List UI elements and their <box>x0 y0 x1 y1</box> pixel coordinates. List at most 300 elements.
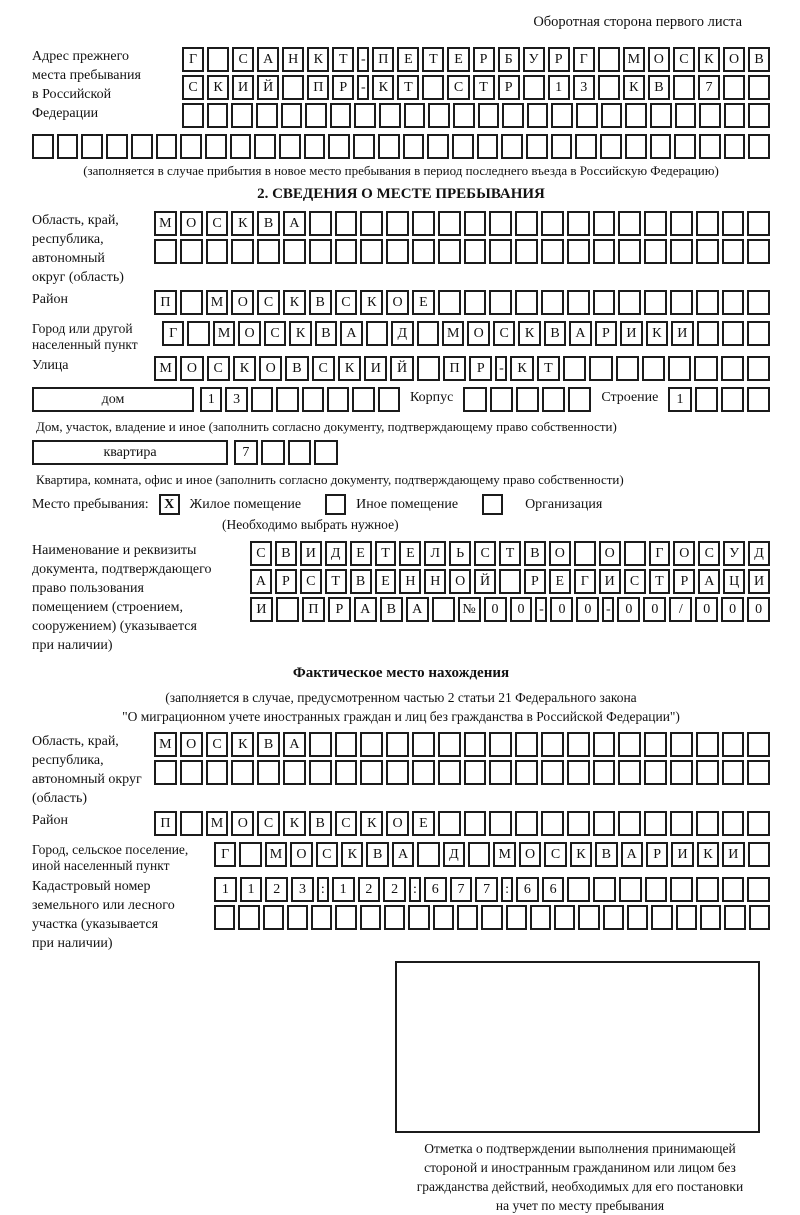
char-cell-empty[interactable] <box>154 239 177 264</box>
char-cell-filled[interactable]: П <box>443 356 466 381</box>
char-cell-empty[interactable] <box>276 597 299 622</box>
char-cell-filled[interactable]: 1 <box>548 75 570 100</box>
char-cell-filled[interactable]: И <box>232 75 254 100</box>
char-cell-empty[interactable] <box>468 842 490 867</box>
char-cell-empty[interactable] <box>515 239 538 264</box>
char-cell-empty[interactable] <box>515 760 538 785</box>
char-cell-empty[interactable] <box>180 134 202 159</box>
char-cell-filled[interactable]: В <box>366 842 388 867</box>
char-cell-filled[interactable]: П <box>154 811 177 836</box>
char-cell-empty[interactable] <box>601 103 623 128</box>
char-cell-filled[interactable]: О <box>386 290 409 315</box>
char-cell-empty[interactable] <box>360 211 383 236</box>
char-cell-empty[interactable] <box>624 541 646 566</box>
char-cell-empty[interactable] <box>384 905 405 930</box>
char-cell-filled[interactable]: А <box>621 842 643 867</box>
char-cell-filled[interactable]: Г <box>649 541 671 566</box>
char-cell-empty[interactable] <box>305 103 327 128</box>
char-cell-filled[interactable]: 2 <box>383 877 406 902</box>
char-cell-empty[interactable] <box>644 290 667 315</box>
char-cell-empty[interactable] <box>182 103 204 128</box>
char-cell-empty[interactable] <box>335 760 358 785</box>
char-cell-empty[interactable] <box>276 387 298 412</box>
char-cell-empty[interactable] <box>386 211 409 236</box>
char-cell-filled[interactable]: С <box>335 290 358 315</box>
char-cell-empty[interactable] <box>696 877 719 902</box>
char-cell-filled[interactable]: : <box>317 877 329 902</box>
char-cell-filled[interactable]: С <box>300 569 322 594</box>
char-cell-empty[interactable] <box>598 47 620 72</box>
char-cell-filled[interactable]: 2 <box>265 877 288 902</box>
char-cell-filled[interactable]: К <box>697 842 719 867</box>
char-cell-filled[interactable]: 0 <box>550 597 573 622</box>
char-cell-empty[interactable] <box>309 211 332 236</box>
char-cell-empty[interactable] <box>309 732 332 757</box>
char-cell-empty[interactable] <box>433 905 454 930</box>
char-cell-filled[interactable]: Т <box>375 541 397 566</box>
char-cell-empty[interactable] <box>408 905 429 930</box>
char-cell-empty[interactable] <box>625 134 647 159</box>
char-cell-filled[interactable]: В <box>544 321 566 346</box>
char-cell-filled[interactable]: К <box>231 211 254 236</box>
char-cell-empty[interactable] <box>302 387 324 412</box>
char-cell-filled[interactable]: К <box>207 75 229 100</box>
char-cell-filled[interactable]: Р <box>548 47 570 72</box>
char-cell-empty[interactable] <box>747 811 770 836</box>
char-cell-empty[interactable] <box>499 569 521 594</box>
char-cell-filled[interactable]: В <box>285 356 308 381</box>
char-cell-filled[interactable]: - <box>495 356 507 381</box>
char-cell-empty[interactable] <box>283 760 306 785</box>
char-cell-filled[interactable]: И <box>722 842 744 867</box>
char-cell-empty[interactable] <box>593 760 616 785</box>
char-cell-empty[interactable] <box>379 103 401 128</box>
char-cell-filled[interactable]: А <box>392 842 414 867</box>
char-cell-filled[interactable]: Т <box>397 75 419 100</box>
char-cell-filled[interactable]: С <box>493 321 515 346</box>
char-cell-empty[interactable] <box>478 103 500 128</box>
char-cell-filled[interactable]: А <box>283 211 306 236</box>
char-cell-empty[interactable] <box>670 811 693 836</box>
char-cell-filled[interactable]: Р <box>328 597 351 622</box>
char-cell-filled[interactable]: К <box>518 321 540 346</box>
char-cell-filled[interactable]: Т <box>499 541 521 566</box>
char-cell-filled[interactable]: К <box>623 75 645 100</box>
char-cell-empty[interactable] <box>721 356 744 381</box>
char-cell-filled[interactable]: О <box>723 47 745 72</box>
char-cell-empty[interactable] <box>723 75 745 100</box>
char-cell-filled[interactable]: 7 <box>450 877 473 902</box>
char-cell-empty[interactable] <box>386 239 409 264</box>
char-cell-empty[interactable] <box>464 811 487 836</box>
char-cell-empty[interactable] <box>417 842 439 867</box>
char-cell-empty[interactable] <box>721 387 744 412</box>
char-cell-filled[interactable]: Н <box>424 569 446 594</box>
char-cell-filled[interactable]: У <box>723 541 745 566</box>
char-cell-filled[interactable]: Е <box>412 290 435 315</box>
char-cell-filled[interactable]: М <box>265 842 287 867</box>
char-cell-empty[interactable] <box>747 211 770 236</box>
char-cell-empty[interactable] <box>574 541 596 566</box>
char-cell-empty[interactable] <box>567 811 590 836</box>
char-cell-empty[interactable] <box>501 134 523 159</box>
char-cell-filled[interactable]: Е <box>549 569 571 594</box>
char-cell-filled[interactable]: - <box>602 597 614 622</box>
char-cell-empty[interactable] <box>360 760 383 785</box>
char-cell-filled[interactable]: М <box>154 356 177 381</box>
char-cell-filled[interactable]: Е <box>350 541 372 566</box>
char-cell-empty[interactable] <box>625 103 647 128</box>
char-cell-empty[interactable] <box>57 134 79 159</box>
char-cell-empty[interactable] <box>673 75 695 100</box>
char-cell-filled[interactable]: С <box>206 211 229 236</box>
char-cell-filled[interactable]: П <box>307 75 329 100</box>
char-cell-empty[interactable] <box>282 75 304 100</box>
char-cell-filled[interactable]: К <box>283 811 306 836</box>
char-cell-filled[interactable]: К <box>233 356 256 381</box>
char-cell-filled[interactable]: № <box>458 597 481 622</box>
char-cell-filled[interactable]: Т <box>332 47 354 72</box>
char-cell-filled[interactable]: Г <box>574 569 596 594</box>
char-cell-empty[interactable] <box>541 732 564 757</box>
char-cell-empty[interactable] <box>644 732 667 757</box>
char-cell-empty[interactable] <box>515 732 538 757</box>
char-cell-empty[interactable] <box>722 811 745 836</box>
char-cell-filled[interactable]: М <box>623 47 645 72</box>
char-cell-filled[interactable]: А <box>257 47 279 72</box>
char-cell-empty[interactable] <box>427 134 449 159</box>
char-cell-empty[interactable] <box>644 760 667 785</box>
char-cell-empty[interactable] <box>593 877 616 902</box>
char-cell-empty[interactable] <box>747 321 769 346</box>
char-cell-empty[interactable] <box>674 134 696 159</box>
char-cell-filled[interactable]: 6 <box>542 877 565 902</box>
char-cell-empty[interactable] <box>642 356 665 381</box>
char-cell-filled[interactable]: К <box>338 356 361 381</box>
char-cell-filled[interactable]: А <box>340 321 362 346</box>
char-cell-empty[interactable] <box>261 440 285 465</box>
char-cell-empty[interactable] <box>378 134 400 159</box>
char-cell-empty[interactable] <box>567 760 590 785</box>
char-cell-empty[interactable] <box>593 239 616 264</box>
char-cell-filled[interactable]: В <box>315 321 337 346</box>
char-cell-filled[interactable]: Ь <box>449 541 471 566</box>
char-cell-filled[interactable]: Д <box>391 321 413 346</box>
char-cell-filled[interactable]: И <box>250 597 273 622</box>
char-cell-empty[interactable] <box>403 134 425 159</box>
char-cell-empty[interactable] <box>670 211 693 236</box>
char-cell-filled[interactable]: Г <box>573 47 595 72</box>
char-cell-empty[interactable] <box>603 905 624 930</box>
char-cell-empty[interactable] <box>618 760 641 785</box>
char-cell-empty[interactable] <box>527 103 549 128</box>
char-cell-filled[interactable]: К <box>646 321 668 346</box>
char-cell-empty[interactable] <box>287 905 308 930</box>
char-cell-filled[interactable]: Т <box>422 47 444 72</box>
char-cell-empty[interactable] <box>748 842 770 867</box>
char-cell-empty[interactable] <box>309 760 332 785</box>
char-cell-empty[interactable] <box>180 760 203 785</box>
char-cell-filled[interactable]: Е <box>447 47 469 72</box>
char-cell-filled[interactable]: М <box>442 321 464 346</box>
char-cell-empty[interactable] <box>670 290 693 315</box>
char-cell-empty[interactable] <box>747 239 770 264</box>
char-cell-filled[interactable]: М <box>213 321 235 346</box>
char-cell-filled[interactable]: В <box>257 211 280 236</box>
char-cell-empty[interactable] <box>567 877 590 902</box>
char-cell-filled[interactable]: 3 <box>573 75 595 100</box>
char-cell-filled[interactable]: 6 <box>424 877 447 902</box>
char-cell-empty[interactable] <box>404 103 426 128</box>
char-cell-empty[interactable] <box>567 290 590 315</box>
char-cell-empty[interactable] <box>206 760 229 785</box>
char-cell-empty[interactable] <box>489 211 512 236</box>
char-cell-filled[interactable]: О <box>549 541 571 566</box>
char-cell-filled[interactable]: Д <box>748 541 770 566</box>
char-cell-empty[interactable] <box>618 732 641 757</box>
char-cell-empty[interactable] <box>530 905 551 930</box>
char-cell-empty[interactable] <box>722 239 745 264</box>
char-cell-empty[interactable] <box>568 387 591 412</box>
char-cell-empty[interactable] <box>335 905 356 930</box>
char-cell-empty[interactable] <box>251 387 273 412</box>
char-cell-filled[interactable]: К <box>283 290 306 315</box>
char-cell-empty[interactable] <box>748 75 770 100</box>
char-cell-empty[interactable] <box>747 732 770 757</box>
char-cell-filled[interactable]: К <box>360 290 383 315</box>
char-cell-empty[interactable] <box>412 239 435 264</box>
char-cell-empty[interactable] <box>554 905 575 930</box>
char-cell-filled[interactable]: Р <box>473 47 495 72</box>
char-cell-empty[interactable] <box>386 760 409 785</box>
char-cell-filled[interactable]: О <box>231 811 254 836</box>
char-cell-empty[interactable] <box>722 760 745 785</box>
char-cell-empty[interactable] <box>747 290 770 315</box>
char-cell-filled[interactable]: Ц <box>723 569 745 594</box>
char-cell-filled[interactable]: С <box>264 321 286 346</box>
char-cell-empty[interactable] <box>651 905 672 930</box>
char-cell-empty[interactable] <box>563 356 586 381</box>
char-cell-empty[interactable] <box>722 211 745 236</box>
char-cell-empty[interactable] <box>438 211 461 236</box>
char-cell-empty[interactable] <box>567 732 590 757</box>
char-cell-empty[interactable] <box>257 239 280 264</box>
char-cell-filled[interactable]: С <box>316 842 338 867</box>
char-cell-empty[interactable] <box>747 356 770 381</box>
char-cell-empty[interactable] <box>541 811 564 836</box>
char-cell-filled[interactable]: 0 <box>721 597 744 622</box>
char-cell-filled[interactable]: Й <box>474 569 496 594</box>
char-cell-empty[interactable] <box>700 905 721 930</box>
char-cell-filled[interactable]: 0 <box>617 597 640 622</box>
char-cell-filled[interactable]: С <box>698 541 720 566</box>
char-cell-filled[interactable]: В <box>309 811 332 836</box>
char-cell-filled[interactable]: В <box>648 75 670 100</box>
char-cell-empty[interactable] <box>489 732 512 757</box>
char-cell-filled[interactable]: 1 <box>214 877 237 902</box>
char-cell-filled[interactable]: К <box>307 47 329 72</box>
char-cell-filled[interactable]: К <box>570 842 592 867</box>
char-cell-empty[interactable] <box>724 134 746 159</box>
char-cell-empty[interactable] <box>438 760 461 785</box>
char-cell-empty[interactable] <box>438 290 461 315</box>
char-cell-empty[interactable] <box>489 239 512 264</box>
char-cell-filled[interactable]: 1 <box>332 877 355 902</box>
char-cell-filled[interactable]: С <box>257 811 280 836</box>
char-cell-filled[interactable]: Е <box>412 811 435 836</box>
char-cell-empty[interactable] <box>366 321 388 346</box>
char-cell-filled[interactable]: Р <box>275 569 297 594</box>
char-cell-empty[interactable] <box>131 134 153 159</box>
char-cell-empty[interactable] <box>464 211 487 236</box>
char-cell-filled[interactable]: Т <box>537 356 560 381</box>
char-cell-filled[interactable]: Р <box>673 569 695 594</box>
char-cell-filled[interactable]: - <box>535 597 547 622</box>
char-cell-empty[interactable] <box>618 239 641 264</box>
char-cell-empty[interactable] <box>593 290 616 315</box>
char-cell-empty[interactable] <box>457 905 478 930</box>
char-cell-filled[interactable]: С <box>624 569 646 594</box>
char-cell-empty[interactable] <box>281 103 303 128</box>
char-cell-filled[interactable]: Й <box>390 356 413 381</box>
char-cell-empty[interactable] <box>327 387 349 412</box>
char-cell-empty[interactable] <box>515 290 538 315</box>
char-cell-empty[interactable] <box>645 877 668 902</box>
char-cell-empty[interactable] <box>722 290 745 315</box>
char-cell-filled[interactable]: О <box>180 356 203 381</box>
char-cell-empty[interactable] <box>694 356 717 381</box>
char-cell-empty[interactable] <box>432 597 455 622</box>
char-cell-empty[interactable] <box>464 239 487 264</box>
char-cell-filled[interactable]: Б <box>498 47 520 72</box>
char-cell-filled[interactable]: 1 <box>240 877 263 902</box>
char-cell-empty[interactable] <box>699 134 721 159</box>
char-cell-empty[interactable] <box>650 134 672 159</box>
char-cell-filled[interactable]: С <box>207 356 230 381</box>
char-cell-empty[interactable] <box>747 387 770 412</box>
char-cell-empty[interactable] <box>335 732 358 757</box>
char-cell-filled[interactable]: К <box>698 47 720 72</box>
char-cell-filled[interactable]: В <box>748 47 770 72</box>
char-cell-filled[interactable]: 7 <box>698 75 720 100</box>
char-cell-filled[interactable]: 7 <box>234 440 258 465</box>
char-cell-empty[interactable] <box>412 211 435 236</box>
char-cell-filled[interactable]: М <box>206 290 229 315</box>
char-cell-empty[interactable] <box>696 811 719 836</box>
char-cell-empty[interactable] <box>477 134 499 159</box>
char-cell-empty[interactable] <box>598 75 620 100</box>
char-cell-empty[interactable] <box>417 321 439 346</box>
char-cell-empty[interactable] <box>422 75 444 100</box>
char-cell-empty[interactable] <box>668 356 691 381</box>
char-cell-filled[interactable]: Т <box>325 569 347 594</box>
char-cell-empty[interactable] <box>696 211 719 236</box>
char-cell-filled[interactable]: Г <box>162 321 184 346</box>
char-cell-filled[interactable]: С <box>312 356 335 381</box>
char-cell-filled[interactable]: С <box>206 732 229 757</box>
char-cell-empty[interactable] <box>464 760 487 785</box>
char-cell-filled[interactable]: Л <box>424 541 446 566</box>
char-cell-filled[interactable]: М <box>154 732 177 757</box>
char-cell-filled[interactable]: А <box>406 597 429 622</box>
char-cell-empty[interactable] <box>231 760 254 785</box>
char-cell-filled[interactable]: Т <box>473 75 495 100</box>
char-cell-filled[interactable]: А <box>250 569 272 594</box>
char-cell-filled[interactable]: У <box>523 47 545 72</box>
char-cell-empty[interactable] <box>239 842 261 867</box>
char-cell-empty[interactable] <box>257 760 280 785</box>
char-cell-filled[interactable]: М <box>154 211 177 236</box>
char-cell-filled[interactable]: М <box>493 842 515 867</box>
char-cell-empty[interactable] <box>417 356 440 381</box>
char-cell-empty[interactable] <box>526 134 548 159</box>
char-cell-filled[interactable]: 0 <box>510 597 533 622</box>
char-cell-empty[interactable] <box>542 387 565 412</box>
char-cell-filled[interactable]: С <box>474 541 496 566</box>
char-cell-filled[interactable]: 1 <box>668 387 691 412</box>
char-cell-filled[interactable]: : <box>501 877 513 902</box>
char-cell-empty[interactable] <box>676 905 697 930</box>
char-cell-empty[interactable] <box>618 811 641 836</box>
char-cell-empty[interactable] <box>438 811 461 836</box>
char-cell-filled[interactable]: С <box>182 75 204 100</box>
char-cell-filled[interactable]: С <box>544 842 566 867</box>
char-cell-filled[interactable]: О <box>673 541 695 566</box>
char-cell-empty[interactable] <box>231 239 254 264</box>
char-cell-empty[interactable] <box>722 732 745 757</box>
char-cell-filled[interactable]: О <box>449 569 471 594</box>
char-cell-filled[interactable]: П <box>154 290 177 315</box>
char-cell-filled[interactable]: К <box>289 321 311 346</box>
char-cell-empty[interactable] <box>187 321 209 346</box>
char-cell-empty[interactable] <box>724 905 745 930</box>
char-cell-empty[interactable] <box>748 103 770 128</box>
char-cell-empty[interactable] <box>650 103 672 128</box>
char-cell-filled[interactable]: 0 <box>695 597 718 622</box>
char-cell-filled[interactable]: О <box>519 842 541 867</box>
char-cell-empty[interactable] <box>670 732 693 757</box>
char-cell-empty[interactable] <box>618 211 641 236</box>
char-cell-empty[interactable] <box>335 211 358 236</box>
char-cell-empty[interactable] <box>541 239 564 264</box>
char-cell-empty[interactable] <box>575 134 597 159</box>
checkbox-other-premises[interactable] <box>325 494 346 515</box>
char-cell-filled[interactable]: С <box>232 47 254 72</box>
char-cell-empty[interactable] <box>541 760 564 785</box>
char-cell-empty[interactable] <box>697 321 719 346</box>
char-cell-empty[interactable] <box>206 239 229 264</box>
char-cell-empty[interactable] <box>314 440 338 465</box>
char-cell-filled[interactable]: Е <box>375 569 397 594</box>
char-cell-filled[interactable]: 6 <box>516 877 539 902</box>
char-cell-filled[interactable]: С <box>447 75 469 100</box>
char-cell-filled[interactable]: И <box>599 569 621 594</box>
char-cell-filled[interactable]: И <box>671 321 693 346</box>
char-cell-filled[interactable]: К <box>510 356 533 381</box>
char-cell-filled[interactable]: Г <box>214 842 236 867</box>
char-cell-filled[interactable]: В <box>380 597 403 622</box>
char-cell-empty[interactable] <box>438 239 461 264</box>
char-cell-empty[interactable] <box>214 905 235 930</box>
char-cell-filled[interactable]: В <box>350 569 372 594</box>
char-cell-empty[interactable] <box>386 732 409 757</box>
char-cell-filled[interactable]: А <box>698 569 720 594</box>
char-cell-filled[interactable]: К <box>231 732 254 757</box>
char-cell-empty[interactable] <box>618 290 641 315</box>
char-cell-empty[interactable] <box>207 103 229 128</box>
char-cell-filled[interactable]: : <box>409 877 421 902</box>
char-cell-empty[interactable] <box>81 134 103 159</box>
